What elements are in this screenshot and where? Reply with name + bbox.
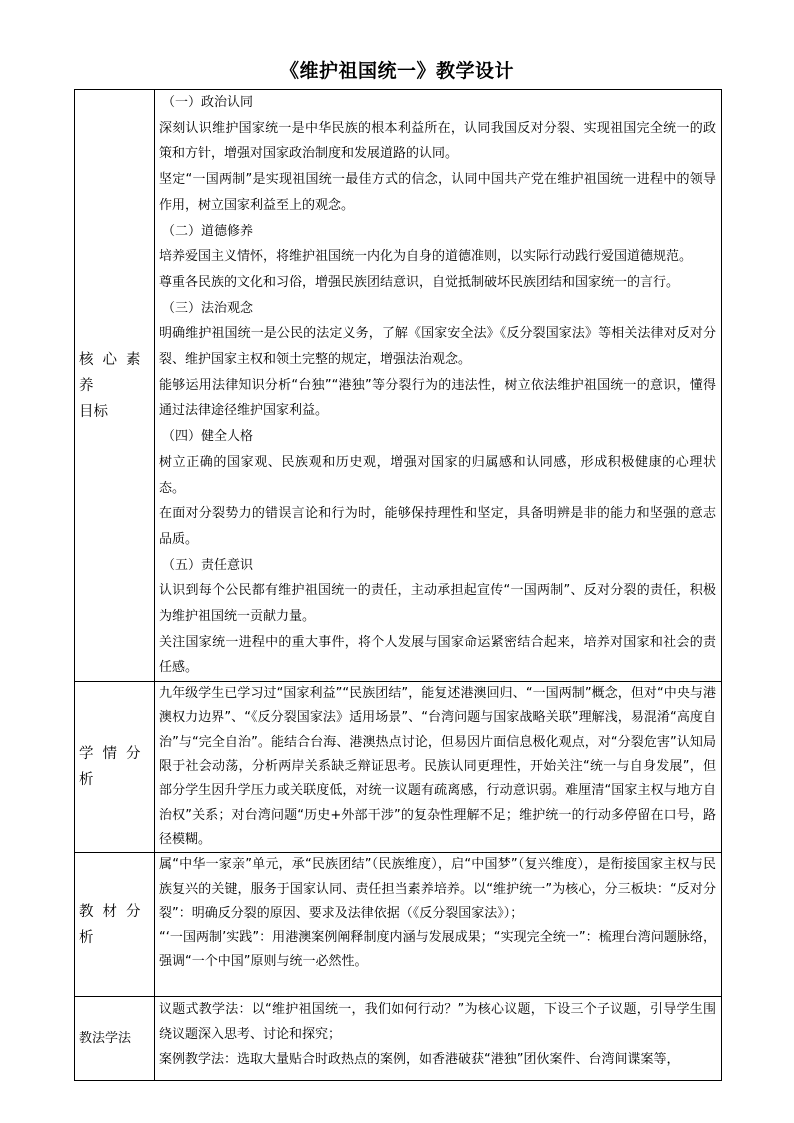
- section-heading: （二）道德修养: [162, 223, 254, 239]
- row-content: [155, 90, 722, 682]
- table-row-core-literacy: [75, 90, 722, 682]
- paragraph: 明确维护祖国统一是公民的法定义务，了解《国家安全法》《反分裂国家法》等相关法律对反对分裂、维护国家主权和领土完整的规定，增强法治观念。: [159, 326, 716, 368]
- paragraph: 培养爱国主义情怀，将维护祖国统一内化为自身的道德准则，以实际行动践行爱国道德规范。: [159, 249, 693, 265]
- paragraph: 在面对分裂势力的错误言论和行为时，能够保持理性和坚定，具备明辨是非的能力和坚强的意志品质。: [159, 506, 716, 547]
- row-label: [75, 853, 155, 997]
- row-label-line: 析: [79, 772, 94, 789]
- lesson-plan-table: [74, 89, 722, 1081]
- section-heading: （四）健全人格: [162, 429, 254, 445]
- row-label-line: 目标: [79, 403, 108, 420]
- section-heading: （五）责任意识: [162, 557, 254, 573]
- row-content: [155, 853, 722, 997]
- paragraph: 尊重各民族的文化和习俗，增强民族团结意识，自觉抵制破坏民族团结和国家统一的言行。: [159, 274, 680, 290]
- table-row-teaching-methods: [75, 997, 722, 1081]
- row-content: [155, 682, 722, 853]
- row-label-line: 教法学法: [79, 1030, 132, 1046]
- section-heading: （一）政治认同: [162, 95, 254, 110]
- row-label-line: 析: [79, 929, 94, 946]
- row-label: [75, 682, 155, 853]
- paragraph: 案例教学法：选取大量贴合时政热点的案例，如香港破获“港独”团伙案件、台湾间谍案等，: [159, 1052, 680, 1068]
- paragraph: 深刻认识维护国家统一是中华民族的根本利益所在，认同我国反对分裂、实现祖国完全统一的政策和方针，增强对国家政治制度和发展道路的认同。: [159, 120, 716, 162]
- document-title: 《维护祖国统一》教学设计: [279, 60, 514, 82]
- row-label: [75, 997, 155, 1081]
- row-label: [75, 90, 155, 682]
- paragraph: 属“中华一家亲”单元，承“民族团结”（民族维度），启“中国梦”（复兴维度），是衔接国家主权与民族复兴的关键，服务于国家认同、责任担当素养培养。以“维护统一”为核心，分三板块：“反对分裂”：明确反分裂的原因、要求及法律依据（《反分裂国家法》）；: [159, 857, 716, 921]
- table-row-learner-analysis: [75, 682, 722, 853]
- paragraph: 树立正确的国家观、民族观和历史观，增强对国家的归属感和认同感，形成积极健康的心理状态。: [159, 454, 716, 496]
- table-row-textbook-analysis: [75, 853, 722, 997]
- row-label-line: 教材分: [79, 903, 150, 920]
- paragraph: 坚定“一国两制”是实现祖国统一最佳方式的信念，认同中国共产党在维护祖国统一进程中的领导作用，树立国家利益至上的观念。: [159, 172, 716, 213]
- paragraph: 关注国家统一进程中的重大事件，将个人发展与国家命运紧密结合起来，培养对国家和社会的责任感。: [159, 634, 716, 676]
- row-content: [155, 997, 722, 1081]
- section-heading: （三）法治观念: [162, 300, 254, 316]
- paragraph: 能够运用法律知识分析“台独”“港独”等分裂行为的违法性，树立依法维护祖国统一的意识，懂得通过法律途径维护国家利益。: [159, 377, 716, 419]
- paragraph: “‘一国两制’实践”：用港澳案例阐释制度内涵与发展成果；“实现完全统一”：梳理台湾问题脉络，强调“一个中国”原则与统一必然性。: [159, 930, 716, 970]
- row-label-line: 核心素养: [79, 351, 150, 394]
- row-label-line: 学情分: [79, 746, 150, 763]
- paragraph: 九年级学生已学习过“国家利益”“民族团结”，能复述港澳回归、“一国两制”概念，但对“中央与港澳权力边界”、“《反分裂国家法》适用场景”、“台湾问题与国家战略关联”理解浅，易混淆“高度自治”与“完全自治”。能结合台海、港澳热点讨论，但易因片面信息极化观点，对“分裂危害”认知局限于社会动荡，分析两岸关系缺乏辩证思考。民族认同更理性，开始关注“统一与自身发展”，但部分学生因升学压力或关联度低，对统一议题有疏离感，行动意识弱。难厘清“国家主权与地方自治权”关系；对台湾问题“历史+外部干涉”的复杂性理解不足；维护统一的行动多停留在口号，路径模糊。: [159, 686, 716, 847]
- paragraph: 认识到每个公民都有维护祖国统一的责任，主动承担起宣传“一国两制”、反对分裂的责任，积极为维护祖国统一贡献力量。: [159, 583, 716, 625]
- paragraph: 议题式教学法：以“维护祖国统一，我们如何行动？”为核心议题，下设三个子议题，引导学生围绕议题深入思考、讨论和探究；: [159, 1002, 716, 1043]
